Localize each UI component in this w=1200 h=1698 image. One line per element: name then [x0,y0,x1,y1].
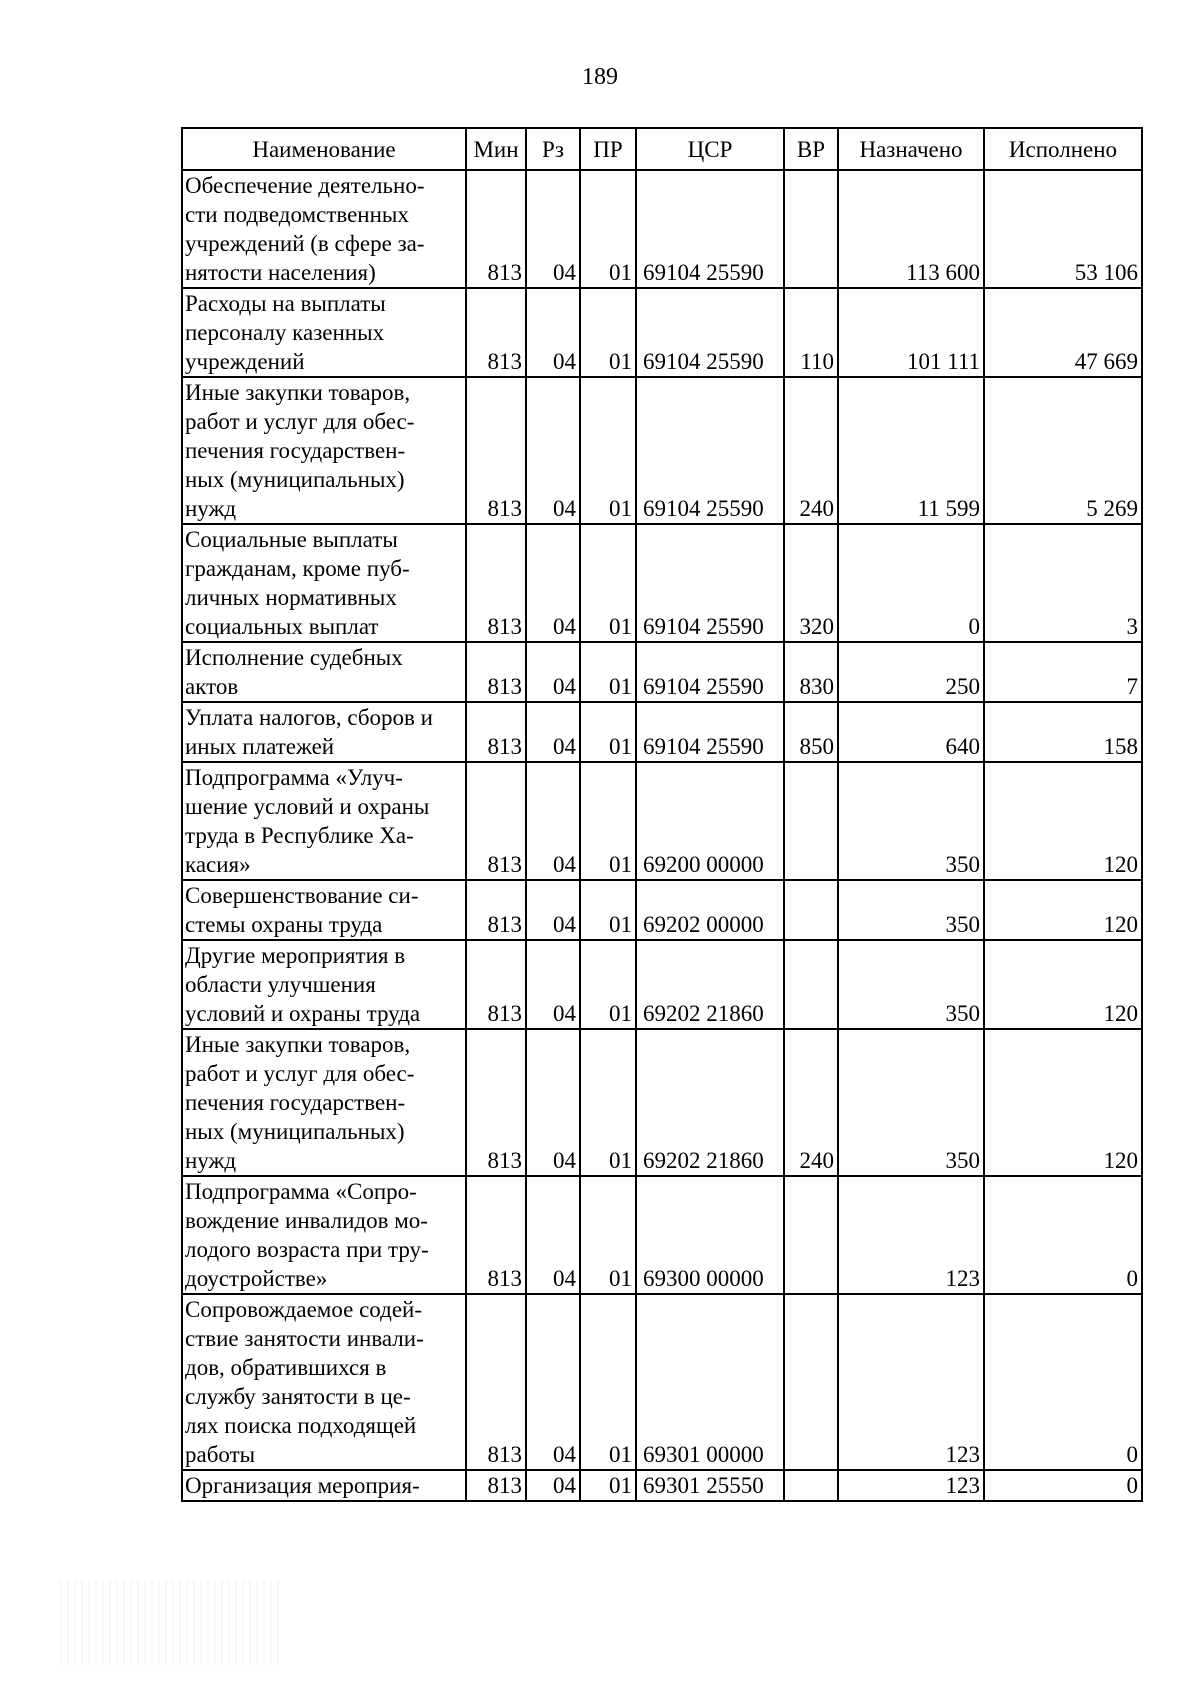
cell-csr: 69104 25590 [636,170,784,288]
cell-pr: 01 [580,1176,636,1294]
cell-vr [784,1294,838,1470]
cell-rz: 04 [526,1029,580,1176]
header-name: Наименование [182,128,466,170]
cell-name: Уплата налогов, сборов и иных платежей [182,702,466,762]
cell-executed: 120 [984,1029,1142,1176]
cell-assigned: 11 599 [838,377,984,524]
page-number: 189 [582,64,618,90]
cell-pr: 01 [580,288,636,377]
cell-vr [784,880,838,940]
header-row [182,128,1142,170]
cell-rz: 04 [526,170,580,288]
cell-assigned: 123 [838,1470,984,1501]
table-row [182,1470,1142,1501]
cell-name: Расходы на выплаты персоналу казенных учреждений [182,288,466,377]
cell-min: 813 [466,880,526,940]
cell-name: Подпрограмма «Улуч- шение условий и охраны труда в Республике Ха- касия» [182,762,466,880]
cell-vr: 240 [784,1029,838,1176]
table-row [182,1294,1142,1470]
cell-executed: 120 [984,762,1142,880]
cell-csr: 69202 21860 [636,940,784,1029]
cell-assigned: 101 111 [838,288,984,377]
cell-rz: 04 [526,642,580,702]
cell-executed: 0 [984,1470,1142,1501]
cell-executed: 0 [984,1294,1142,1470]
cell-assigned: 0 [838,524,984,642]
table-row [182,1029,1142,1176]
cell-rz: 04 [526,524,580,642]
cell-assigned: 350 [838,940,984,1029]
header-min: Мин [466,128,526,170]
cell-rz: 04 [526,1294,580,1470]
cell-assigned: 350 [838,762,984,880]
cell-name: Другие мероприятия в области улучшения условий и охраны труда [182,940,466,1029]
cell-csr: 69104 25590 [636,642,784,702]
cell-assigned: 123 [838,1176,984,1294]
cell-min: 813 [466,940,526,1029]
cell-name: Сопровождаемое содей- ствие занятости инвали- дов, обратившихся в службу занятости в це- лях поиска подходящей работы [182,1294,466,1470]
cell-name: Совершенствование си- стемы охраны труда [182,880,466,940]
cell-pr: 01 [580,1294,636,1470]
cell-min: 813 [466,1029,526,1176]
cell-rz: 04 [526,377,580,524]
cell-rz: 04 [526,762,580,880]
cell-name: Исполнение судебных актов [182,642,466,702]
cell-min: 813 [466,642,526,702]
table-row [182,880,1142,940]
cell-min: 813 [466,288,526,377]
cell-csr: 69104 25590 [636,702,784,762]
cell-min: 813 [466,762,526,880]
table-row [182,762,1142,880]
cell-name: Организация мероприя- [182,1470,466,1501]
cell-csr: 69200 00000 [636,762,784,880]
cell-vr [784,1176,838,1294]
cell-csr: 69301 00000 [636,1294,784,1470]
table-row [182,288,1142,377]
header-executed: Исполнено [984,128,1142,170]
table-row [182,1176,1142,1294]
cell-assigned: 113 600 [838,170,984,288]
cell-csr: 69202 21860 [636,1029,784,1176]
table-row [182,642,1142,702]
cell-pr: 01 [580,940,636,1029]
table-row [182,940,1142,1029]
cell-pr: 01 [580,642,636,702]
cell-pr: 01 [580,377,636,524]
cell-csr: 69104 25590 [636,288,784,377]
cell-name: Иные закупки товаров, работ и услуг для обес- печения государствен- ных (муниципальных) нужд [182,1029,466,1176]
cell-executed: 120 [984,940,1142,1029]
table-row [182,377,1142,524]
cell-vr [784,1470,838,1501]
scan-artifact [60,1580,280,1665]
cell-rz: 04 [526,288,580,377]
cell-executed: 47 669 [984,288,1142,377]
cell-min: 813 [466,377,526,524]
cell-rz: 04 [526,1176,580,1294]
cell-rz: 04 [526,940,580,1029]
cell-vr [784,940,838,1029]
cell-csr: 69301 25550 [636,1470,784,1501]
cell-vr: 240 [784,377,838,524]
cell-assigned: 123 [838,1294,984,1470]
cell-name: Подпрограмма «Сопро- вождение инвалидов мо- лодого возраста при тру- доустройстве» [182,1176,466,1294]
cell-pr: 01 [580,702,636,762]
cell-executed: 53 106 [984,170,1142,288]
cell-csr: 69104 25590 [636,377,784,524]
cell-vr [784,762,838,880]
cell-csr: 69300 00000 [636,1176,784,1294]
cell-pr: 01 [580,880,636,940]
header-pr: ПР [580,128,636,170]
cell-vr: 110 [784,288,838,377]
cell-min: 813 [466,524,526,642]
cell-executed: 120 [984,880,1142,940]
budget-table [181,127,1143,1502]
cell-name: Обеспечение деятельно- сти подведомственных учреждений (в сфере за- нятости населения) [182,170,466,288]
cell-assigned: 350 [838,880,984,940]
cell-name: Иные закупки товаров, работ и услуг для обес- печения государствен- ных (муниципальных) нужд [182,377,466,524]
cell-csr: 69202 00000 [636,880,784,940]
header-rz: Рз [526,128,580,170]
cell-csr: 69104 25590 [636,524,784,642]
header-assigned: Назначено [838,128,984,170]
header-vr: ВР [784,128,838,170]
cell-pr: 01 [580,762,636,880]
cell-assigned: 350 [838,1029,984,1176]
cell-vr: 830 [784,642,838,702]
cell-vr [784,170,838,288]
cell-rz: 04 [526,880,580,940]
cell-pr: 01 [580,1029,636,1176]
cell-assigned: 640 [838,702,984,762]
table-row [182,524,1142,642]
cell-rz: 04 [526,702,580,762]
cell-min: 813 [466,702,526,762]
cell-executed: 7 [984,642,1142,702]
cell-min: 813 [466,1176,526,1294]
table-row [182,702,1142,762]
cell-min: 813 [466,1470,526,1501]
cell-pr: 01 [580,524,636,642]
cell-min: 813 [466,170,526,288]
cell-pr: 01 [580,1470,636,1501]
cell-executed: 3 [984,524,1142,642]
cell-min: 813 [466,1294,526,1470]
table-row [182,170,1142,288]
cell-rz: 04 [526,1470,580,1501]
cell-executed: 0 [984,1176,1142,1294]
cell-executed: 158 [984,702,1142,762]
cell-executed: 5 269 [984,377,1142,524]
cell-pr: 01 [580,170,636,288]
cell-vr: 850 [784,702,838,762]
cell-assigned: 250 [838,642,984,702]
header-csr: ЦСР [636,128,784,170]
cell-name: Социальные выплаты гражданам, кроме пуб- личных нормативных социальных выплат [182,524,466,642]
cell-vr: 320 [784,524,838,642]
